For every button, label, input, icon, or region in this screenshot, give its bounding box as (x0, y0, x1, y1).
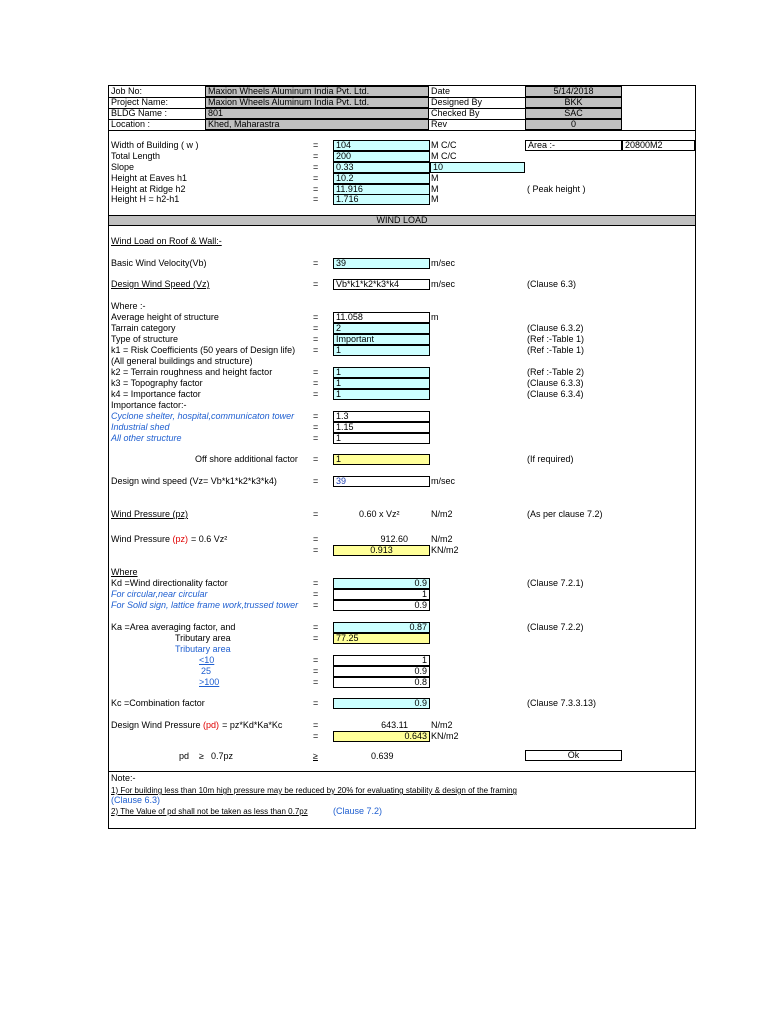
eq-sign: = (313, 151, 319, 161)
kc-label: Kc =Combination factor (111, 698, 205, 708)
kd-value-circular: 1 (333, 589, 430, 600)
rev-label: Rev (431, 119, 448, 129)
eaves-input[interactable]: 10.2 (333, 173, 430, 184)
eq-sign: = (313, 731, 319, 741)
checked-by-field[interactable]: SAC (525, 108, 622, 119)
eq-sign: = (313, 622, 319, 632)
pz-value-kn: 0.913 (333, 545, 430, 556)
design-wind-speed-unit: m/sec (431, 476, 456, 486)
pz-label: Wind Pressure (pz) (111, 509, 189, 519)
design-wind-speed-label: Design wind speed (Vz= Vb*k1*k2*k3*k4) (111, 476, 277, 486)
slope-label: Slope (111, 162, 135, 172)
avg-height-value: 11.058 (333, 312, 430, 323)
rev-field[interactable]: 0 (525, 119, 622, 130)
eq-sign: = (313, 534, 319, 544)
slope-input-2[interactable]: 10 (430, 162, 525, 173)
slope-input[interactable]: 0.33 (333, 162, 430, 173)
terrain-clause: (Clause 6.3.2) (527, 323, 584, 333)
k4-clause: (Clause 6.3.4) (527, 389, 584, 399)
note-2-clause: (Clause 7.2) (333, 806, 383, 816)
eq-sign: = (313, 140, 319, 150)
check-ge-2: ≥ (313, 751, 318, 761)
importance-row-industrial: Industrial shed (111, 422, 170, 432)
tributary-row-lt10: <10 (199, 655, 215, 665)
job-no-label: Job No: (111, 86, 143, 96)
k3-label: k3 = Topography factor (111, 378, 203, 388)
design-sheet (108, 85, 696, 829)
eq-sign: = (313, 633, 319, 643)
pd-value-n: 643.11 (381, 720, 408, 730)
tributary-value-25: 0.9 (333, 666, 430, 677)
pz-formula: 0.60 x Vz² (359, 509, 400, 519)
eq-sign: = (313, 312, 319, 322)
type-input[interactable]: Important (333, 334, 430, 345)
kd-clause: (Clause 7.2.1) (527, 578, 584, 588)
eq-sign: = (313, 600, 319, 610)
importance-row-other: All other structure (111, 433, 182, 443)
importance-row-cyclone: Cyclone shelter, hospital,communicaton tower (111, 411, 295, 421)
check-value: 0.639 (371, 751, 394, 761)
eq-sign: = (313, 422, 319, 432)
eq-sign: = (313, 334, 319, 344)
eq-sign: = (313, 378, 319, 388)
type-label: Type of structure (111, 334, 179, 344)
designed-by-label: Designed By (431, 97, 483, 107)
eq-sign: = (313, 345, 319, 355)
area-value: 20800M2 (622, 140, 695, 151)
checked-by-label: Checked By (431, 108, 480, 118)
ka-clause: (Clause 7.2.2) (527, 622, 584, 632)
section-title: WIND LOAD (109, 215, 695, 226)
ridge-input[interactable]: 11.916 (333, 184, 430, 195)
notes-heading: Note:- (111, 773, 136, 783)
k3-input[interactable]: 1 (333, 378, 430, 389)
tributary-row-25: 25 (201, 666, 212, 676)
eq-sign: = (313, 184, 319, 194)
tributary-label-2: Tributary area (175, 644, 231, 654)
eq-sign: = (313, 194, 319, 204)
kd-value-solid: 0.9 (333, 600, 430, 611)
pd-label-text: Design Wind Pressure (111, 720, 204, 730)
tributary-row-gt100: >100 (199, 677, 220, 687)
k1-input[interactable]: 1 (333, 345, 430, 356)
ridge-note: ( Peak height ) (527, 184, 586, 194)
bldg-name-field[interactable]: 801 (205, 108, 429, 119)
vz-clause: (Clause 6.3) (527, 279, 577, 289)
k1-label: k1 = Risk Coefficients (50 years of Design life) (111, 345, 296, 355)
k4-input[interactable]: 1 (333, 389, 430, 400)
bldg-name-label: BLDG Name : (111, 108, 168, 118)
check-result: Ok (525, 750, 622, 761)
check-lhs: pd (179, 751, 190, 761)
vz-unit: m/sec (431, 279, 456, 289)
pz-unit-kn: KN/m2 (431, 545, 459, 555)
pz-unit: N/m2 (431, 509, 453, 519)
importance-heading: Importance factor:- (111, 400, 187, 410)
height-label: Height H = h2-h1 (111, 194, 180, 204)
ridge-unit: M (431, 184, 439, 194)
tributary-value-gt100: 0.8 (333, 677, 430, 688)
area-label: Area :- (525, 140, 622, 151)
note-1: 1) For building less than 10m high pressure may be reduced by 20% for evaluating stability & design of the framing (111, 786, 517, 795)
vz-formula: Vb*k1*k2*k3*k4 (333, 279, 430, 290)
pz-value-n: 912.60 (380, 534, 408, 544)
kd-row-circular: For circular,near circular (111, 589, 208, 599)
avg-height-label: Average height of structure (111, 312, 219, 322)
k4-label: k4 = Importance factor (111, 389, 201, 399)
pd-unit-n: N/m2 (431, 720, 453, 730)
pz-clause: (As per clause 7.2) (527, 509, 603, 519)
width-unit: M C/C (431, 140, 457, 150)
terrain-label: Tarrain category (111, 323, 176, 333)
eq-sign: = (313, 162, 319, 172)
vb-label: Basic Wind Velocity(Vb) (111, 258, 207, 268)
eq-sign: = (313, 411, 319, 421)
eq-sign: = (313, 258, 319, 268)
location-field[interactable]: Khed, Maharastra (205, 119, 429, 130)
eq-sign: = (313, 476, 319, 486)
job-no-field[interactable]: Maxion Wheels Aluminum India Pvt. Ltd. (205, 86, 429, 97)
where-label: Where :- (111, 301, 146, 311)
eq-sign: = (313, 389, 319, 399)
eq-sign: = (313, 173, 319, 183)
pd-label (111, 720, 282, 731)
height-unit: M (431, 194, 439, 204)
pd-symbol: (pd) (203, 720, 220, 730)
date-field[interactable]: 5/14/2018 (525, 86, 622, 97)
pd-formula: = pz*Kd*Ka*Kc (222, 720, 283, 730)
width-label: Width of Building ( w ) (111, 140, 199, 150)
importance-value-cyclone: 1.3 (333, 411, 430, 422)
tributary-input[interactable]: 77.25 (333, 633, 430, 644)
check-ge: ≥ (199, 751, 204, 761)
length-input[interactable]: 200 (333, 151, 430, 162)
eq-sign: = (313, 720, 319, 730)
eq-sign: = (313, 454, 319, 464)
note-2: 2) The Value of pd shall not be taken as less than 0.7pz (111, 807, 308, 816)
designed-by-field[interactable]: BKK (525, 97, 622, 108)
kd-label: Kd =Wind directionality factor (111, 578, 228, 588)
date-label: Date (431, 86, 451, 96)
length-unit: M C/C (431, 151, 457, 161)
ridge-label: Height at Ridge h2 (111, 184, 186, 194)
eq-sign: = (313, 698, 319, 708)
pd-value-kn: 0.643 (333, 731, 430, 742)
eq-sign: = (313, 666, 319, 676)
eq-sign: = (313, 578, 319, 588)
note-1-clause: (Clause 6.3) (111, 795, 161, 805)
eq-sign: = (313, 433, 319, 443)
project-name-field[interactable]: Maxion Wheels Aluminum India Pvt. Ltd. (205, 97, 429, 108)
eaves-label: Height at Eaves h1 (111, 173, 188, 183)
eq-sign: = (313, 655, 319, 665)
importance-value-industrial: 1.15 (333, 422, 430, 433)
pd-unit-kn: KN/m2 (431, 731, 459, 741)
k2-input[interactable]: 1 (333, 367, 430, 378)
kc-input[interactable]: 0.9 (333, 698, 430, 709)
eq-sign: = (313, 279, 319, 289)
eq-sign: = (313, 323, 319, 333)
vb-input[interactable]: 39 (333, 258, 430, 269)
offshore-input[interactable]: 1 (333, 454, 430, 465)
kd-row-solid: For Solid sign, lattice frame work,trussed tower (111, 600, 299, 610)
offshore-label: Off shore additional factor (195, 454, 298, 464)
eq-sign: = (313, 367, 319, 377)
location-label: Location : (111, 119, 151, 129)
kc-clause: (Clause 7.3.3.13) (527, 698, 597, 708)
where-label-2: Where (111, 567, 138, 577)
ka-label: Ka =Area averaging factor, and (111, 622, 236, 632)
vz-label: Design Wind Speed (Vz) (111, 279, 210, 289)
k1-ref: (Ref :-Table 1) (527, 345, 585, 355)
tributary-value-lt10: 1 (333, 655, 430, 666)
pz-unit-n: N/m2 (431, 534, 453, 544)
offshore-note: (If required) (527, 454, 574, 464)
k1-note: (All general buildings and structure) (111, 356, 253, 366)
k3-clause: (Clause 6.3.3) (527, 378, 584, 388)
avg-height-unit: m (431, 312, 439, 322)
pz2-symbol: (pz) (172, 534, 189, 544)
eq-sign: = (313, 509, 319, 519)
check-rhs: 0.7pz (211, 751, 234, 761)
k2-ref: (Ref :-Table 2) (527, 367, 585, 377)
eq-sign: = (313, 677, 319, 687)
eq-sign: = (313, 589, 319, 599)
pz2-label (111, 534, 227, 545)
tributary-label: Tributary area (175, 633, 231, 643)
eq-sign: = (313, 545, 319, 555)
wind-heading: Wind Load on Roof & Wall:- (111, 236, 222, 246)
pz2-label-text: Wind Pressure (111, 534, 173, 544)
k2-label: k2 = Terrain roughness and height factor (111, 367, 273, 377)
length-label: Total Length (111, 151, 161, 161)
pz2-formula: = 0.6 Vz² (191, 534, 228, 544)
height-input[interactable]: 1.716 (333, 194, 430, 205)
width-input[interactable]: 104 (333, 140, 430, 151)
importance-value-other: 1 (333, 433, 430, 444)
eaves-unit: M (431, 173, 439, 183)
vb-unit: m/sec (431, 258, 456, 268)
kd-input[interactable]: 0.9 (333, 578, 430, 589)
terrain-input[interactable]: 2 (333, 323, 430, 334)
design-wind-speed-value: 39 (333, 476, 430, 487)
project-name-label: Project Name: (111, 97, 169, 107)
type-ref: (Ref :-Table 1) (527, 334, 585, 344)
ka-input[interactable]: 0.87 (333, 622, 430, 633)
